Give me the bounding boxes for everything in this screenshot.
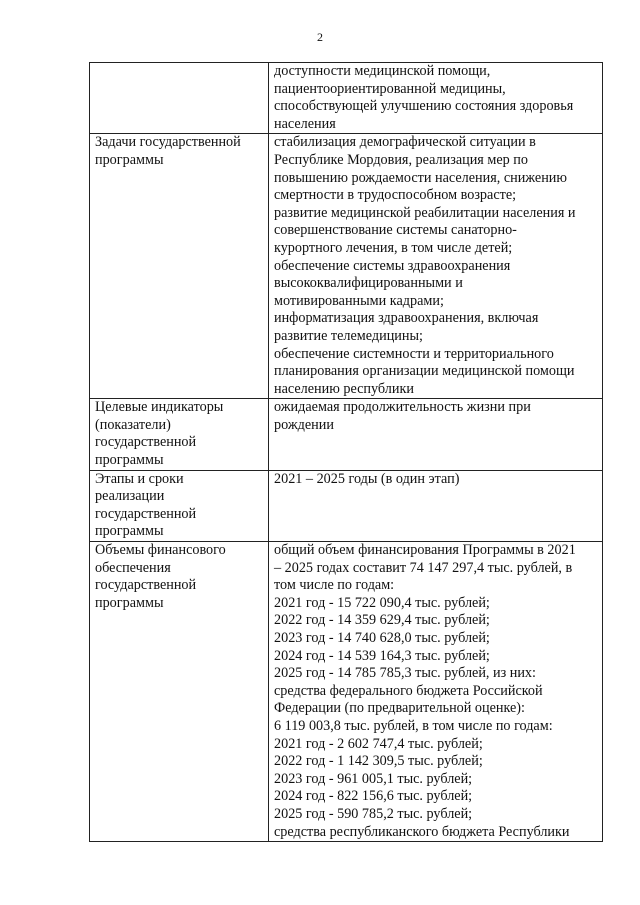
text-line: высококвалифицированными и	[274, 275, 463, 292]
label-line: программы	[95, 151, 164, 168]
text-line: развитие телемедицины;	[274, 327, 423, 344]
text-line: мотивированными кадрами;	[274, 292, 444, 309]
table-row	[90, 63, 603, 134]
text-line: – 2025 годах составит 74 147 297,4 тыс. рублей, в	[274, 559, 573, 576]
text-line: обеспечение системности и территориального	[274, 345, 554, 362]
label-line: Объемы финансового	[95, 542, 226, 559]
text-line: общий объем финансирования Программы в 2021	[274, 542, 576, 559]
text-line: стабилизация демографической ситуации в	[274, 134, 536, 151]
table-row	[90, 542, 603, 842]
text-line: совершенствование системы санаторно-	[274, 222, 517, 239]
row-value-cell	[269, 470, 603, 541]
text-line: средства федерального бюджета Российской	[274, 682, 543, 699]
text-line: пациентоориентированной медицины,	[274, 80, 506, 97]
text-line: 2024 год - 822 156,6 тыс. рублей;	[274, 788, 473, 805]
row-label-cell	[90, 63, 269, 134]
text-line: доступности медицинской помощи,	[274, 63, 491, 79]
text-line: 2025 год - 14 785 785,3 тыс. рублей, из них:	[274, 665, 536, 682]
text-line: 6 119 003,8 тыс. рублей, в том числе по годам:	[274, 717, 553, 734]
text-line: 2021 год - 2 602 747,4 тыс. рублей;	[274, 735, 483, 752]
table-row	[90, 134, 603, 399]
label-line: Целевые индикаторы	[95, 399, 224, 416]
text-line: развитие медицинской реабилитации населения и	[274, 204, 576, 221]
text-line: повышению рождаемости населения, снижению	[274, 169, 567, 186]
text-line: 2023 год - 14 740 628,0 тыс. рублей;	[274, 630, 490, 646]
text-line: 2021 год - 15 722 090,4 тыс. рублей;	[274, 594, 490, 611]
row-value-cell	[269, 399, 603, 470]
label-line: обеспечения	[95, 559, 171, 576]
text-line: Федерации (по предварительной оценке):	[274, 700, 525, 717]
text-line: 2022 год - 1 142 309,5 тыс. рублей;	[274, 753, 483, 770]
row-label-cell	[90, 470, 269, 541]
label-line: (показатели)	[95, 416, 171, 433]
row-value-cell	[269, 63, 603, 134]
label-line: Задачи государственной	[95, 134, 241, 151]
row-value-cell	[269, 134, 603, 399]
row-label-cell	[90, 399, 269, 470]
text-line: 2024 год - 14 539 164,3 тыс. рублей;	[274, 647, 490, 664]
text-line: обеспечение системы здравоохранения	[274, 257, 511, 274]
text-line: способствующей улучшению состояния здоровья	[274, 98, 574, 115]
text-line: курортного лечения, в том числе детей;	[274, 239, 513, 256]
label-line: государственной	[95, 505, 197, 522]
label-line: государственной	[95, 577, 197, 594]
table-row	[90, 470, 603, 541]
label-line: программы	[95, 594, 164, 611]
label-line: государственной	[95, 434, 197, 451]
text-line: рождении	[274, 416, 334, 433]
text-line: 2021 – 2025 годы (в один этап)	[274, 470, 460, 487]
text-line: средства республиканского бюджета Республики	[274, 823, 570, 840]
text-line: населению республики	[274, 380, 414, 397]
label-line: реализации	[95, 488, 165, 505]
text-line: 2022 год - 14 359 629,4 тыс. рублей;	[274, 612, 490, 629]
row-label-cell	[90, 134, 269, 399]
text-line: 2025 год - 590 785,2 тыс. рублей;	[274, 805, 473, 822]
text-line: информатизация здравоохранения, включая	[274, 310, 539, 327]
label-line: Этапы и сроки	[95, 470, 184, 487]
label-line: программы	[95, 452, 164, 469]
text-line: ожидаемая продолжительность жизни при	[274, 399, 531, 416]
text-line: Республике Мордовия, реализация мер по	[274, 151, 528, 168]
text-line: населения	[274, 115, 336, 132]
table-row	[90, 399, 603, 470]
text-line: смертности в трудоспособном возрасте;	[274, 187, 517, 204]
program-passport-table	[89, 62, 603, 842]
page-number: 2	[317, 30, 323, 44]
text-line: 2023 год - 961 005,1 тыс. рублей;	[274, 770, 473, 787]
row-value-cell	[269, 542, 603, 842]
text-line: том числе по годам:	[274, 577, 395, 594]
text-line: планирования организации медицинской помощи	[274, 363, 575, 380]
row-label-cell	[90, 542, 269, 842]
label-line: программы	[95, 523, 164, 540]
